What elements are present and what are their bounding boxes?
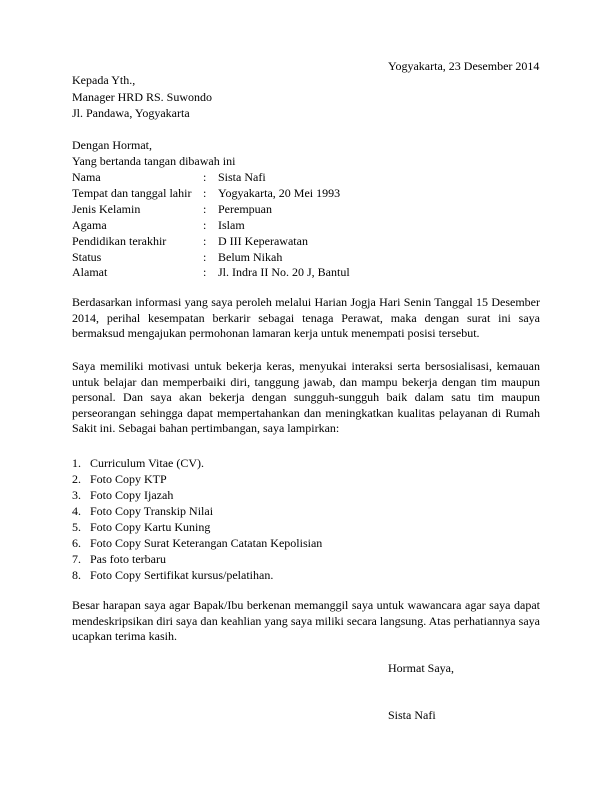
identity-label-religion: Agama [72, 218, 107, 232]
identity-value-education: D III Keperawatan [218, 234, 308, 248]
attachment-list [72, 455, 322, 583]
closing: Hormat Saya, [388, 661, 454, 675]
identity-value-address: Jl. Indra II No. 20 J, Bantul [218, 265, 350, 279]
salutation: Dengan Hormat, [72, 138, 152, 152]
identity-colon: : [203, 250, 207, 264]
list-item: 1. Curriculum Vitae (CV). [72, 456, 205, 470]
identity-colon: : [203, 265, 207, 279]
identity-value-religion: Islam [218, 218, 245, 232]
identity-colon: : [203, 234, 207, 248]
list-item: 7. Pas foto terbaru [72, 552, 166, 566]
list-item: 2. Foto Copy KTP [72, 472, 167, 486]
recipient-line-2: Manager HRD RS. Suwondo [72, 90, 212, 104]
list-item: 4. Foto Copy Transkip Nilai [72, 504, 214, 518]
identity-label-address: Alamat [72, 265, 108, 279]
list-item: 6. Foto Copy Surat Keterangan Catatan Kepolisian [72, 536, 323, 550]
list-item: 5. Foto Copy Kartu Kuning [72, 520, 211, 534]
identity-colon: : [203, 170, 207, 184]
identity-value-name: Sista Nafi [218, 170, 266, 184]
identity-value-birth: Yogyakarta, 20 Mei 1993 [218, 186, 341, 200]
list-item: 8. Foto Copy Sertifikat kursus/pelatihan. [72, 568, 274, 582]
list-item: 3. Foto Copy Ijazah [72, 488, 174, 502]
identity-colon: : [203, 202, 207, 216]
identity-colon: : [203, 186, 207, 200]
recipient-line-3: Jl. Pandawa, Yogyakarta [72, 106, 190, 120]
body-paragraph-3: Besar harapan saya agar Bapak/Ibu berkenan memanggil saya untuk wawancara agar saya dapat mendeskripsikan diri saya dan keahlian yang saya miliki secara langsung. Atas perhatiannya saya ucapkan terima kasih. [72, 598, 540, 643]
signer-name: Sista Nafi [388, 708, 436, 722]
body-paragraph-2: Saya memiliki motivasi untuk bekerja keras, menyukai interaksi serta bersosialisasi, kemauan untuk belajar dan memperbaiki diri, tanggung jawab, dan mampu bekerja dengan tim maupun personal. Dan saya akan bekerja dengan sungguh-sungguh baik dalam satu tim maupun perseorangan sehingga dapat mempertahankan dan meningkatkan kualitas pelayanan di Rumah Sakit ini. Sebagai bahan pertimbangan, saya lampirkan: [72, 359, 540, 435]
identity-label-gender: Jenis Kelamin [72, 202, 141, 216]
identity-value-gender: Perempuan [218, 202, 272, 216]
identity-label-education: Pendidikan terakhir [72, 234, 167, 248]
identity-value-status: Belum Nikah [218, 250, 283, 264]
recipient-line-1: Kepada Yth., [72, 73, 136, 87]
identity-label-birth: Tempat dan tanggal lahir [72, 186, 192, 200]
body-paragraph-1: Berdasarkan informasi yang saya peroleh melalui Harian Jogja Hari Senin Tanggal 15 Desember 2014, perihal kesempatan berkarir sebagai tenaga Perawat, maka dengan surat ini saya bermaksud mengajukan permohonan lamaran kerja untuk menempati posisi tersebut. [72, 295, 540, 340]
place-date: Yogyakarta, 23 Desember 2014 [388, 59, 540, 73]
identity-colon: : [203, 218, 207, 232]
intro-line: Yang bertanda tangan dibawah ini [72, 154, 236, 168]
identity-label-name: Nama [72, 170, 101, 184]
identity-label-status: Status [72, 250, 102, 264]
